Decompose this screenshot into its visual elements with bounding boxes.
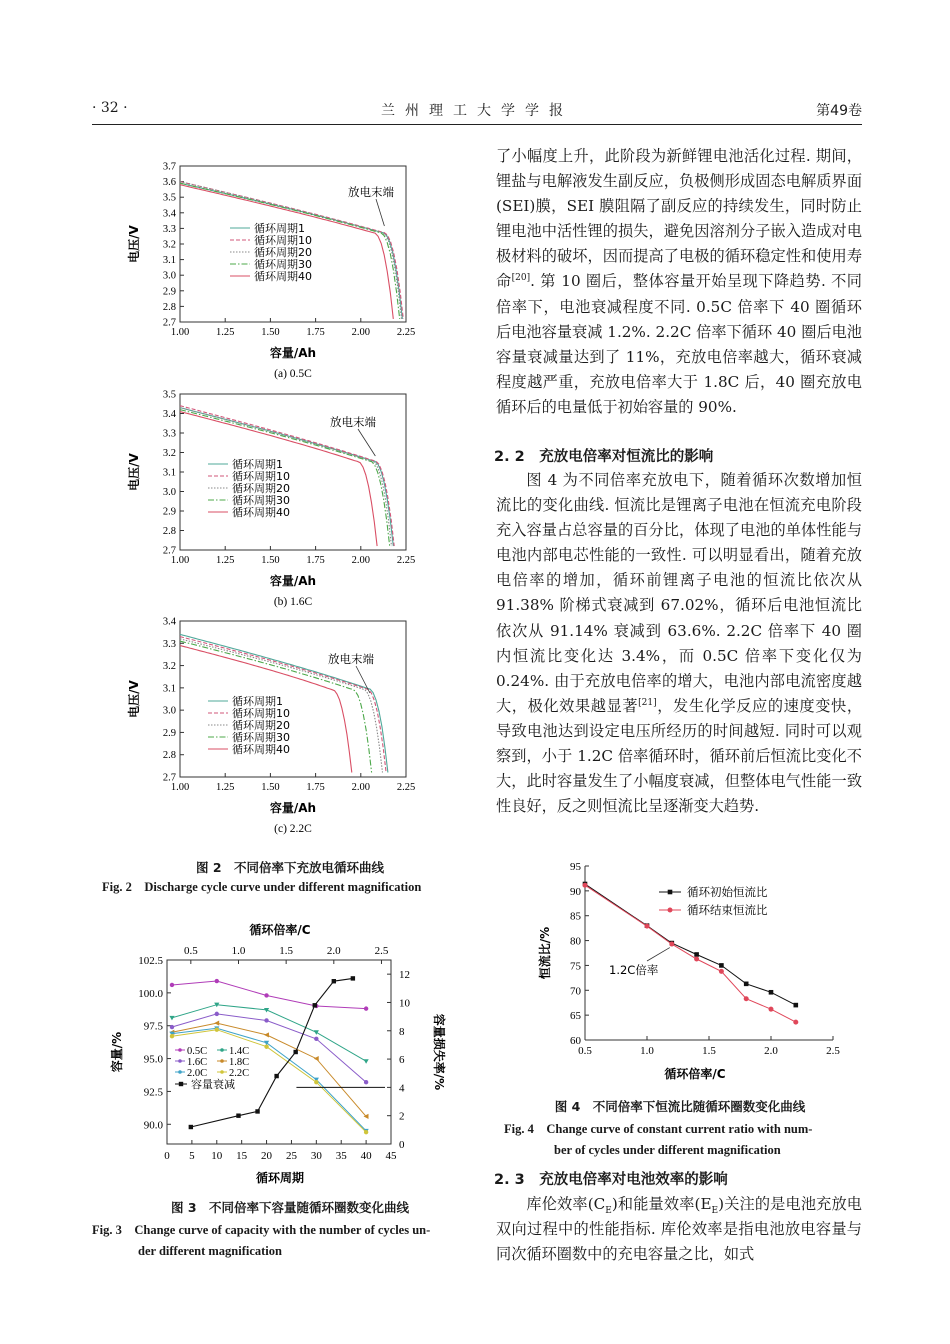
x-tick-label: 5	[189, 1150, 195, 1162]
annotation-arrow	[358, 429, 375, 456]
legend-label: 容量衰减	[191, 1078, 235, 1091]
y-tick-label: 60	[570, 1035, 581, 1047]
y-tick-label: 3.4	[162, 409, 176, 420]
series-point	[669, 942, 674, 947]
x-tick-label: 1.25	[216, 555, 235, 566]
legend-label: 0.5C	[187, 1046, 208, 1057]
panel-title: (a) 0.5C	[274, 368, 312, 380]
legend-label: 2.2C	[229, 1068, 250, 1079]
y-tick-label: 3.2	[162, 448, 176, 459]
p2a-text: 图 4 为不同倍率充放电下，随着循环次数增加恒流比的变化曲线. 恒流比是锂离子电池在恒流充电阶段充入容量占总容量的百分比，体现了电池的单体性能与电池内部电芯性能的一致性. 可以明显看出，随着充放电倍率的增加，循环前锂离子电池的恒流比依次从 91.38% 阶梯式衰减到 67.02%，循环后电池恒流比依次从 91.14% 衰减到 63.6%. 2.2C 倍率下 40 圈内恒流比变化达 3.4%，而 0.5C 倍率下变化仅为 0.24%. 由于充放电倍率的增大，电池内部电流密度越大，极化效果越显著	[496, 471, 862, 715]
y-axis-label: 电压/V	[127, 453, 141, 491]
volume-number: 第49卷	[816, 103, 862, 119]
fig3-chart	[105, 918, 450, 1190]
series-point	[264, 993, 268, 997]
y-tick-label: 2.8	[162, 750, 176, 762]
series-point	[314, 1080, 318, 1084]
y-tick-label: 3.5	[162, 192, 176, 204]
legend-label: 循环周期20	[232, 719, 290, 732]
fig3-caption-cn: 图 3 不同倍率下容量随循环圈数变化曲线	[170, 1200, 410, 1215]
y-tick-label: 2.7	[162, 545, 176, 557]
header-rule	[92, 124, 862, 125]
x-tick-label: 15	[236, 1150, 248, 1162]
ref-21: [21]	[638, 697, 657, 708]
series-point	[794, 1003, 799, 1008]
series-point	[170, 983, 174, 987]
y-tick-label: 90.0	[143, 1119, 163, 1132]
legend-label: 循环周期1	[232, 458, 283, 471]
x-tick-label: 1.25	[216, 327, 235, 338]
fig4-caption-en-2: ber of cycles under different magnification	[554, 1143, 781, 1157]
y-tick-label: 3.0	[162, 705, 176, 717]
legend-marker	[179, 1082, 183, 1086]
plot-frame	[180, 621, 406, 777]
series-point	[170, 1025, 174, 1029]
legend-marker	[178, 1059, 182, 1063]
legend-marker	[178, 1048, 182, 1052]
x-tick-label: 2.25	[396, 327, 416, 338]
x-tick-label: 2.0	[764, 1045, 778, 1057]
legend-label: 循环周期30	[254, 258, 312, 271]
y-axis-label: 电压/V	[127, 225, 141, 263]
y-tick-label: 65	[570, 1010, 581, 1023]
series-point	[694, 952, 699, 957]
legend-label: 循环周期1	[254, 222, 305, 235]
y-tick-label: 3.6	[162, 177, 176, 189]
y-tick-label: 3.1	[162, 255, 176, 267]
y-tick-label: 2.9	[162, 506, 176, 518]
x-tick-label: 2.25	[396, 782, 416, 793]
legend-label: 循环周期10	[232, 707, 290, 720]
y2-tick-label: 0	[399, 1139, 405, 1151]
y-axis-label: 容量/%	[110, 1031, 124, 1073]
legend-label: 1.4C	[229, 1046, 250, 1057]
x-tick-label: 2.5	[826, 1045, 840, 1057]
fig2-caption-cn: 图 2 不同倍率下充放电循环曲线	[195, 860, 385, 875]
series-point	[769, 1007, 774, 1012]
y-tick-label: 97.5	[143, 1020, 163, 1033]
x-tick-label: 20	[261, 1150, 273, 1162]
legend-label: 循环周期30	[232, 731, 290, 744]
series-line-0.5C	[172, 981, 366, 1009]
x-tick-label: 1.75	[306, 782, 325, 793]
y-tick-label: 102.5	[138, 955, 163, 967]
x-tick-label: 2.25	[396, 555, 416, 566]
x-tick-label: 30	[310, 1150, 322, 1162]
paragraph-3	[496, 1192, 862, 1267]
series-point	[793, 1020, 798, 1025]
y-tick-label: 3.0	[162, 270, 176, 282]
section-2-2: 2. 2 充放电倍率对恒流比的影响	[494, 449, 714, 465]
x-tick-label: 1.0	[640, 1045, 654, 1057]
legend-marker	[220, 1070, 224, 1074]
x-tick-label: 40	[360, 1150, 372, 1162]
legend-label: 循环周期40	[232, 743, 290, 756]
series-point	[169, 1016, 174, 1021]
legend-label: 循环周期1	[232, 695, 283, 708]
y2-axis-label: 容量损失率/%	[432, 1013, 446, 1091]
series-point	[314, 1056, 319, 1061]
journal-title: 兰州理工大学学报	[381, 103, 573, 119]
fig4-caption-en-1: Fig. 4 Change curve of constant current ratio with num-	[504, 1122, 813, 1136]
y-tick-label: 3.0	[162, 487, 176, 498]
y-axis-label: 恒流比/%	[538, 926, 552, 980]
loss-point	[293, 1050, 297, 1054]
series-point	[314, 1030, 319, 1035]
y-tick-label: 2.9	[162, 286, 176, 298]
series-point	[170, 1034, 174, 1038]
series-point	[264, 1045, 268, 1049]
annotation-label: 放电末端	[328, 652, 374, 666]
annotation-label: 放电末端	[330, 415, 376, 429]
legend-marker	[668, 908, 673, 913]
series-point	[744, 982, 749, 987]
x-tick-label: 35	[335, 1150, 347, 1162]
y-axis-label: 电压/V	[127, 680, 141, 718]
y2-tick-label: 2	[399, 1110, 405, 1123]
x-axis-label: 循环周期	[255, 1171, 305, 1185]
x-axis-label: 容量/Ah	[269, 801, 317, 815]
y-tick-label: 3.4	[162, 616, 176, 628]
p3-sub-1: E	[605, 1206, 612, 1217]
legend-label: 循环结束恒流比	[687, 903, 768, 917]
legend-marker	[220, 1048, 224, 1052]
x-tick-label: 1.50	[261, 555, 280, 566]
p1b-text: . 第 10 圈后，整体容量开始呈现下降趋势. 不同倍率下，电池衰减程度不同. 0.5C 倍率下 40 圈循环后电池容量衰减 1.2%. 2.2C 倍率下循环 40 圈后电池容量衰减量达到了 11%，充放电倍率越大，循环衰减程度越严重，充放电倍率大于 1.8C 后，40 圈充放电循环后的电量低于初始容量的 90%.	[496, 272, 862, 416]
y-tick-label: 3.3	[162, 638, 176, 650]
loss-point	[255, 1109, 259, 1113]
series-point	[694, 956, 699, 961]
series-point	[215, 1027, 219, 1031]
loss-point	[274, 1074, 278, 1078]
fig4-caption-cn: 图 4 不同倍率下恒流比随循环圈数变化曲线	[554, 1099, 806, 1114]
y-tick-label: 3.1	[162, 467, 176, 479]
legend-label: 1.6C	[187, 1057, 208, 1068]
series-point	[583, 883, 588, 888]
legend-marker	[220, 1059, 224, 1063]
x-tick-label: 1.00	[170, 555, 190, 566]
x-tick-label: 1.50	[261, 782, 280, 793]
y-tick-label: 3.3	[162, 223, 176, 235]
running-header	[92, 96, 862, 122]
legend-label: 循环周期30	[232, 494, 290, 507]
x-axis-label: 循环倍率/C	[664, 1067, 726, 1081]
series-point	[215, 979, 219, 983]
legend-label: 循环周期40	[232, 506, 290, 519]
p2b-text: ，发生化学反应的速度变快，导致电池达到设定电压所经历的时间越短. 同时可以观察到，小于 1.2C 倍率循环时，循环前后恒流比变化不大，此时容量发生了小幅度衰减，但整体电气性能一致性良好，反之则恒流比呈逐渐变大趋势.	[496, 696, 863, 816]
fig2-chart	[118, 152, 460, 852]
x-tick-label: 25	[285, 1150, 297, 1162]
fig3-caption-en-2: der different magnification	[138, 1244, 282, 1258]
x-tick-label: 45	[385, 1150, 397, 1162]
y-tick-label: 3.3	[162, 428, 176, 440]
y-tick-label: 3.2	[162, 661, 176, 673]
series-point	[744, 996, 749, 1001]
y2-tick-label: 8	[399, 1025, 405, 1038]
y-tick-label: 92.5	[143, 1086, 163, 1099]
series-point	[215, 1012, 219, 1016]
x-tick-label: 1.00	[170, 327, 190, 338]
series-point	[214, 1020, 219, 1025]
p1-text: 了小幅度上升，此阶段为新鲜锂电池活化过程. 期间，锂盐与电解液发生副反应，负极侧形成固态电解质界面(SEI)膜，SEI 膜阻隔了副反应的持续发生，同时防止锂电池中活性锂的损失，避免因溶剂分子嵌入造成对电极材料的破坏，因而提高了电极的循环稳定性和使用寿命	[496, 147, 862, 291]
fig2b-panel	[126, 390, 415, 609]
panel-title: (c) 2.2C	[274, 823, 312, 835]
legend-marker	[668, 890, 673, 895]
x2-tick-label: 1.5	[279, 945, 294, 957]
y-tick-label: 3.4	[162, 208, 176, 220]
annotation-label: 放电末端	[348, 185, 394, 199]
x-tick-label: 1.00	[170, 782, 190, 793]
series-point	[364, 1006, 368, 1010]
x-tick-label: 0	[164, 1150, 170, 1162]
page-number: · 32 ·	[92, 100, 128, 116]
series-point	[769, 990, 774, 995]
legend-label: 循环周期40	[254, 270, 312, 283]
y-tick-label: 80	[570, 935, 581, 948]
loss-line	[191, 978, 353, 1127]
fig3-caption-en-1: Fig. 3 Change curve of capacity with the number of cycles un-	[92, 1223, 431, 1237]
x-tick-label: 2.00	[351, 555, 370, 566]
y-tick-label: 3.1	[162, 683, 176, 695]
p3c-text: )关注的是电池充放电双向过程中的性能指标. 库伦效率是指电池放电容量与同次循环圈数中的充电容量之比，如式	[496, 1195, 862, 1264]
p3-sub-2: E	[711, 1206, 719, 1217]
series-point	[364, 1130, 368, 1134]
x-tick-label: 1.5	[702, 1045, 716, 1057]
loss-point	[236, 1113, 240, 1117]
y-tick-label: 2.7	[162, 772, 176, 784]
x-tick-label: 2.00	[351, 327, 370, 338]
y-tick-label: 85	[570, 910, 581, 923]
p3a-text: 库伦效率(C	[526, 1195, 606, 1213]
legend-label: 循环周期10	[232, 470, 290, 483]
y-tick-label: 100.0	[138, 987, 163, 1000]
series-point	[645, 924, 650, 929]
paragraph-1	[496, 144, 862, 420]
legend-label: 循环周期10	[254, 234, 312, 247]
loss-point	[189, 1125, 193, 1129]
x-tick-label: 0.5	[578, 1045, 592, 1057]
series-point	[364, 1080, 368, 1084]
annotation-arrow	[647, 948, 670, 961]
x2-axis-label: 循环倍率/C	[249, 923, 311, 937]
legend-label: 2.0C	[187, 1068, 208, 1079]
x-axis-label: 容量/Ah	[269, 346, 317, 360]
fig2-caption-en: Fig. 2 Discharge cycle curve under different magnification	[102, 880, 422, 894]
loss-point	[351, 976, 355, 980]
series-point	[719, 969, 724, 974]
annotation-label: 1.2C倍率	[609, 963, 659, 977]
legend-label: 循环周期20	[254, 246, 312, 259]
x2-tick-label: 2.0	[326, 945, 341, 957]
loss-point	[313, 1003, 317, 1007]
annotation-arrow	[376, 199, 384, 226]
legend-label: 循环初始恒流比	[687, 885, 768, 899]
paragraph-2	[496, 468, 862, 819]
legend-label: 循环周期20	[232, 482, 290, 495]
fig2a-panel	[126, 162, 415, 381]
y-tick-label: 2.8	[162, 526, 176, 537]
x-tick-label: 10	[211, 1150, 223, 1162]
y-tick-label: 95	[570, 861, 581, 873]
loss-point	[332, 979, 336, 983]
y2-tick-label: 6	[399, 1054, 405, 1067]
series-point	[264, 1018, 268, 1022]
x-tick-label: 1.50	[261, 327, 280, 338]
x2-tick-label: 2.5	[374, 945, 389, 957]
y-tick-label: 70	[570, 985, 581, 998]
y-tick-label: 90	[570, 885, 581, 898]
ref-20: [20]	[511, 273, 531, 284]
y2-tick-label: 12	[399, 969, 410, 982]
p3b-text: )和能量效率(E	[611, 1195, 712, 1213]
legend-marker	[178, 1070, 182, 1074]
series-point	[719, 963, 724, 968]
y-tick-label: 3.7	[162, 161, 176, 173]
series-point	[364, 1059, 369, 1064]
series-point	[264, 1032, 269, 1037]
x2-tick-label: 0.5	[183, 945, 198, 957]
y-tick-label: 3.2	[162, 239, 176, 251]
series-point	[314, 1037, 318, 1041]
x-tick-label: 1.75	[306, 327, 325, 338]
panel-title: (b) 1.6C	[273, 596, 313, 608]
fig4-chart	[538, 858, 855, 1090]
x-tick-label: 2.00	[351, 782, 370, 793]
x-axis-label: 容量/Ah	[269, 574, 317, 588]
section-2-3: 2. 3 充放电倍率对电池效率的影响	[494, 1172, 728, 1188]
y-tick-label: 2.9	[162, 727, 176, 739]
fig2c-panel	[126, 617, 415, 836]
x-tick-label: 1.75	[306, 555, 325, 566]
y-tick-label: 95.0	[143, 1053, 163, 1066]
y-tick-label: 75	[570, 960, 581, 973]
y-tick-label: 3.5	[162, 389, 176, 401]
x2-tick-label: 1.0	[231, 945, 246, 957]
y-tick-label: 2.8	[162, 301, 176, 313]
y2-tick-label: 4	[399, 1082, 405, 1095]
y-tick-label: 2.7	[162, 317, 176, 329]
y2-tick-label: 10	[399, 997, 410, 1010]
x-tick-label: 1.25	[216, 782, 235, 793]
legend-label: 1.8C	[229, 1057, 250, 1068]
